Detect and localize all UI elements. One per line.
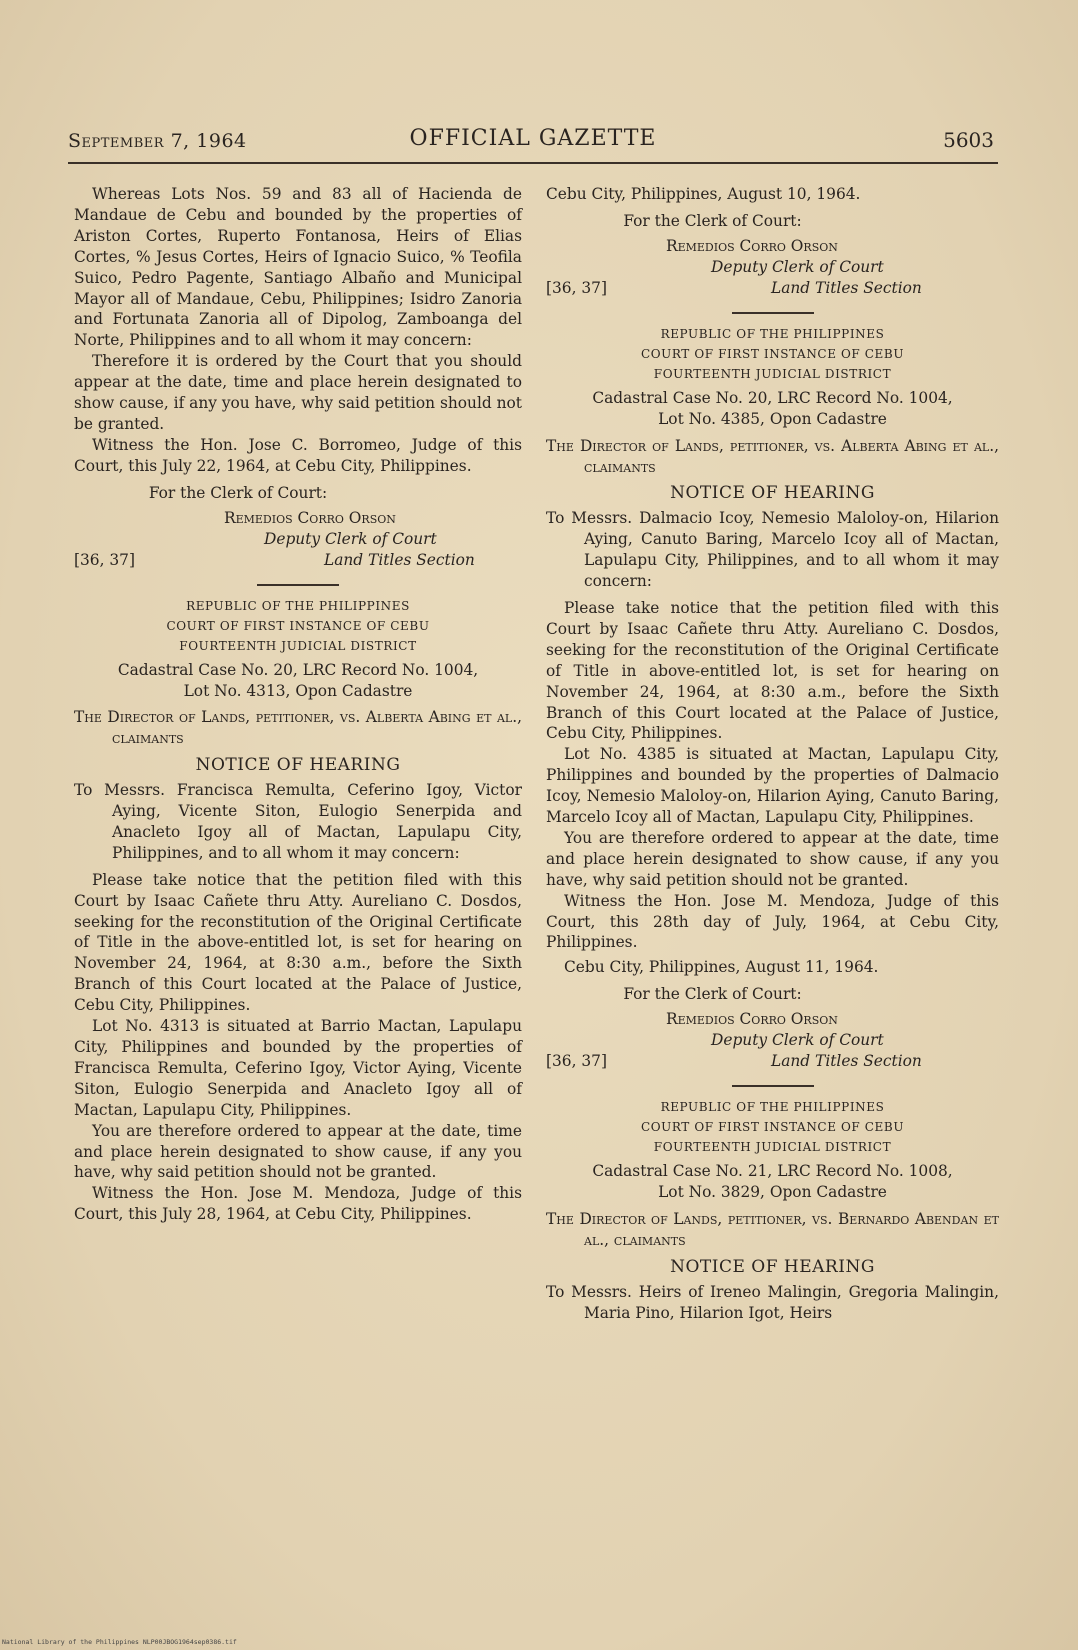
separator-rule	[732, 312, 814, 314]
scan-footer: National Library of the Philippines NLP00JBOG1964sep0386.tif	[2, 1638, 237, 1646]
paragraph: Witness the Hon. Jose C. Borromeo, Judge of this Court, this July 22, 1964, at Cebu City, Philippines.	[74, 435, 522, 475]
clerk-line: For the Clerk of Court:	[623, 985, 802, 1004]
notice-heading: NOTICE OF HEARING	[195, 755, 401, 776]
paragraph: Lot No. 4313 is situated at Barrio Mactan, Lapulapu City, Philippines and bounded by the properties of Francisca Remulta, Ceferino Igoy, Victor Aying, Vicente Siton, Eulogio Senerpida and Anacleto Igoy all of Mactan, Lapulapu City, Philippines.	[74, 1017, 522, 1119]
left-column	[74, 184, 522, 1225]
signatory-title: Deputy Clerk of Court	[711, 257, 884, 276]
paragraph: Cebu City, Philippines, August 10, 1964.	[546, 185, 861, 203]
publication-title: OFFICIAL GAZETTE	[409, 126, 657, 151]
reference-number: [36, 37]	[74, 550, 135, 569]
parties: The Director of Lands, petitioner, vs. Alberta Abing et al., claimants	[546, 436, 999, 476]
paragraph: Cebu City, Philippines, August 11, 1964.	[564, 958, 879, 977]
court-line: FOURTEENTH JUDICIAL DISTRICT	[179, 638, 417, 653]
page-header	[68, 126, 998, 156]
case-caption	[546, 1161, 999, 1203]
case-line: Lot No. 4385, Opon Cadastre	[658, 409, 887, 428]
clerk-line: For the Clerk of Court:	[148, 483, 328, 502]
parties: The Director of Lands, petitioner, vs. Bernardo Abendan et al., claimants	[546, 1210, 999, 1249]
addressees: To Messrs. Francisca Remulta, Ceferino Igoy, Victor Aying, Vicente Siton, Eulogio Senerpida and Anacleto Igoy all of Mactan, Lapulapu City, Philippines, and to all whom it may concern:	[74, 781, 522, 862]
paragraph: Please take notice that the petition filed with this Court by Isaac Cañete thru Atty. Aureliano C. Dosdos, seeking for the reconstitution of the Original Certificate of Title in above-entitled lot, is set for hearing on November 24, 1964, at 8:30 a.m., before the Sixth Branch of this Court located at the Palace of Justice, Cebu City, Philippines.	[546, 598, 999, 743]
court-line: FOURTEENTH JUDICIAL DISTRICT	[653, 366, 892, 381]
signatory-title: Deputy Clerk of Court	[711, 1031, 884, 1050]
court-line: REPUBLIC OF THE PHILIPPINES	[186, 598, 410, 613]
court-line: COURT OF FIRST INSTANCE OF CEBU	[640, 346, 905, 361]
case-caption	[74, 660, 522, 702]
court-heading	[74, 596, 522, 656]
signature-block	[546, 1009, 999, 1071]
signature-block	[74, 508, 522, 570]
parties: The Director of Lands, petitioner, vs. Alberta Abing et al., claimants	[74, 708, 522, 748]
reference-number: [36, 37]	[546, 278, 607, 297]
paragraph: Whereas Lots Nos. 59 and 83 all of Hacienda de Mandaue de Cebu and bounded by the properties of Ariston Cortes, Ruperto Fontanosa, Heirs of Elias Cortes, % Jesus Cortes, Heirs of Ignacio Suico, % Teofila Suico, Pedro Pagente, Santiago Albaño and Municipal Mayor all of Mandaue, Cebu, Philippines; Isidro Zanoria and Fortunata Zanoria all of Dipolog, Zamboanga del Norte, Philippines and to all whom it may concern:	[74, 185, 522, 350]
header-date: September 7, 1964	[68, 130, 247, 152]
court-line: REPUBLIC OF THE PHILIPPINES	[660, 1100, 885, 1115]
section-name: Land Titles Section	[771, 278, 922, 297]
addressees: To Messrs. Heirs of Ireneo Malingin, Gregoria Malingin, Maria Pino, Hilarion Igot, Heirs	[546, 1282, 999, 1322]
signatory-name: Remedios Corro Orson	[666, 1010, 838, 1029]
court-heading	[546, 1097, 999, 1157]
section-name: Land Titles Section	[324, 550, 475, 569]
court-line: REPUBLIC OF THE PHILIPPINES	[660, 326, 885, 341]
notice-heading: NOTICE OF HEARING	[670, 483, 875, 504]
case-line: Cadastral Case No. 20, LRC Record No. 1004,	[117, 660, 479, 679]
paragraph: You are therefore ordered to appear at the date, time and place herein designated to show cause, if any you have, why said petition should not be granted.	[74, 1121, 522, 1182]
reference-number: [36, 37]	[546, 1052, 607, 1071]
right-column	[546, 184, 999, 1324]
paragraph: Witness the Hon. Jose M. Mendoza, Judge of this Court, this 28th day of July, 1964, at Cebu City, Philippines.	[546, 891, 999, 952]
separator-rule	[732, 1085, 814, 1087]
separator-rule	[257, 584, 339, 586]
court-line: FOURTEENTH JUDICIAL DISTRICT	[653, 1140, 892, 1155]
case-caption	[546, 388, 999, 430]
case-line: Cadastral Case No. 20, LRC Record No. 1004,	[592, 388, 953, 407]
court-heading	[546, 324, 999, 384]
paragraph: Lot No. 4385 is situated at Mactan, Lapulapu City, Philippines and bounded by the properties of Dalmacio Icoy, Nemesio Maloloy-on, Hilarion Aying, Canuto Baring, Marcelo Icoy all of Mactan, Lapulapu City, Philippines.	[546, 745, 999, 827]
paragraph: Therefore it is ordered by the Court that you should appear at the date, time and place herein designated to show cause, if any you have, why said petition should not be granted.	[74, 352, 522, 433]
clerk-line: For the Clerk of Court:	[623, 211, 802, 230]
paragraph: Witness the Hon. Jose M. Mendoza, Judge of this Court, this July 28, 1964, at Cebu City, Philippines.	[74, 1184, 522, 1224]
signatory-name: Remedios Corro Orson	[224, 508, 396, 527]
paragraph: Please take notice that the petition filed with this Court by Isaac Cañete thru Atty. Aureliano C. Dosdos, seeking for the reconstitution of the Original Certificate of Title in the above-entitled lot, is set for hearing on November 24, 1964, at 8:30 a.m., before the Sixth Branch of this Court located at the Palace of Justice, Cebu City, Philippines.	[74, 870, 522, 1015]
case-line: Lot No. 4313, Opon Cadastre	[183, 681, 413, 700]
signatory-title: Deputy Clerk of Court	[264, 529, 437, 548]
signatory-name: Remedios Corro Orson	[666, 236, 838, 255]
signature-block	[546, 236, 999, 298]
court-line: COURT OF FIRST INSTANCE OF CEBU	[640, 1120, 905, 1135]
page-number: 5603	[943, 128, 994, 152]
header-rule	[68, 162, 998, 164]
court-line: COURT OF FIRST INSTANCE OF CEBU	[166, 618, 430, 633]
section-name: Land Titles Section	[771, 1052, 922, 1071]
case-line: Cadastral Case No. 21, LRC Record No. 1008,	[592, 1162, 953, 1181]
case-line: Lot No. 3829, Opon Cadastre	[658, 1183, 887, 1202]
notice-heading: NOTICE OF HEARING	[670, 1256, 875, 1277]
addressees: To Messrs. Dalmacio Icoy, Nemesio Maloloy-on, Hilarion Aying, Canuto Baring, Marcelo Icoy all of Mactan, Lapulapu City, Philippines, and to all whom it may concern:	[546, 509, 999, 591]
paragraph: You are therefore ordered to appear at the date, time and place herein designated to show cause, if any you have, why said petition should not be granted.	[546, 828, 999, 889]
